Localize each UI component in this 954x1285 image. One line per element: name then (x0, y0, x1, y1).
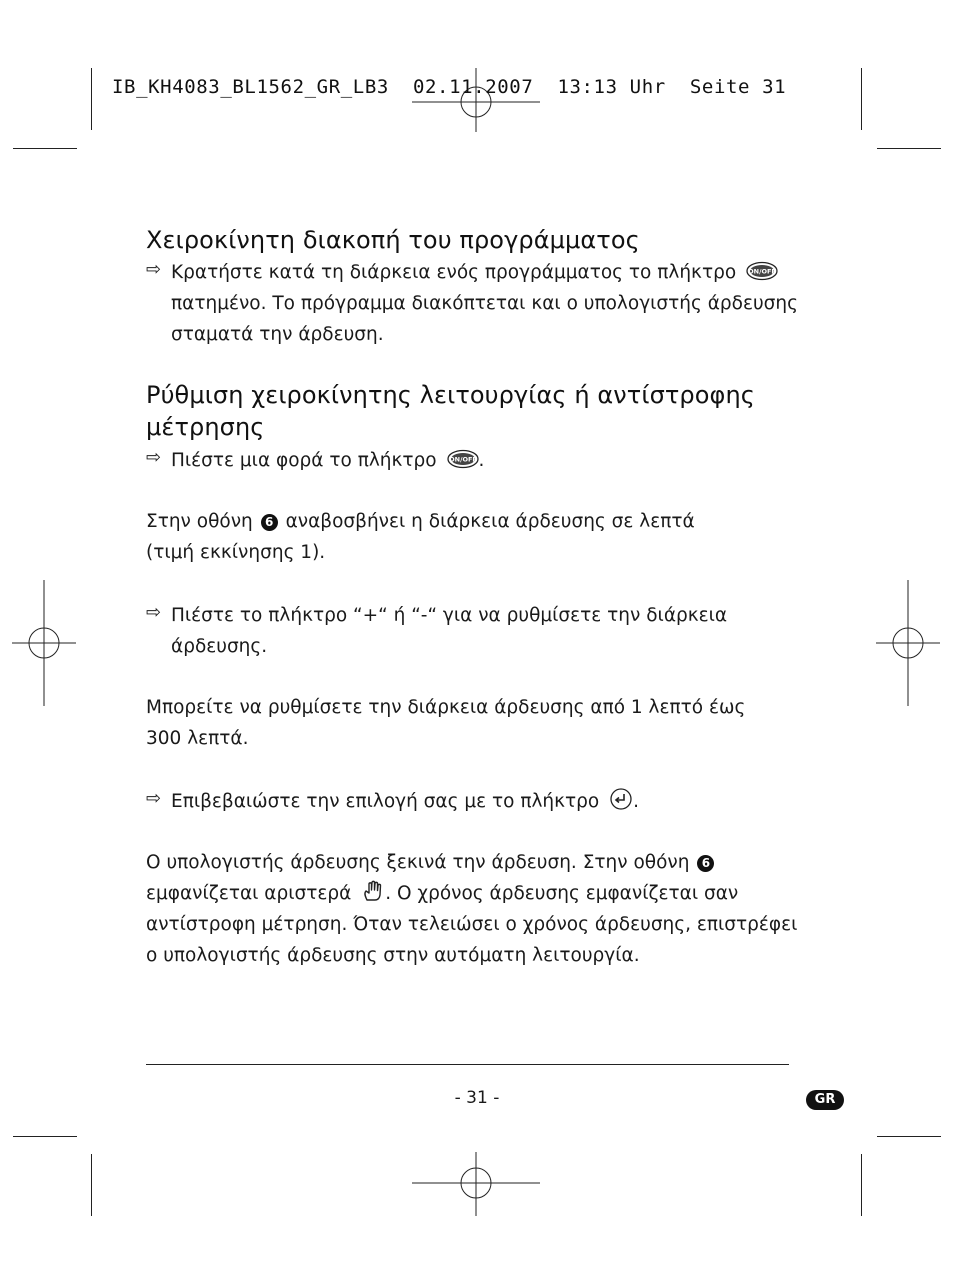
svg-text:ON/OFF: ON/OFF (448, 455, 477, 464)
para3-line4: ο υπολογιστής άρδευσης στην αυτόματη λειτουργία. (146, 945, 640, 966)
para2-line2: 300 λεπτά. (146, 728, 249, 749)
footer-divider (146, 1064, 789, 1065)
hand-icon (361, 880, 385, 902)
arrow-bullet-icon: ⇨ (146, 788, 162, 809)
display-number-badge: 6 (261, 514, 278, 531)
para1-line2: (τιμή εκκίνησης 1). (146, 542, 326, 563)
para3-line2: εμφανίζεται αριστερά . Ο χρόνος άρδευσης εμφανίζεται σαν (146, 878, 738, 909)
step3-text: Επιβεβαιώστε την επιλογή σας με το πλήκτρο . (171, 786, 639, 817)
language-badge: GR (806, 1090, 844, 1110)
onoff-button-icon (746, 261, 778, 281)
print-slug: IB_KH4083_BL1562_GR_LB3 02.11.2007 13:13 Uhr Seite 31 (112, 76, 787, 98)
page-number: - 31 - (454, 1088, 500, 1108)
registration-target-bottom (412, 1152, 540, 1216)
para3-line1: Ο υπολογιστής άρδευσης ξεκινά την άρδευση. Στην οθόνη 6 (146, 847, 716, 878)
crop-mark-top-left-v (91, 68, 92, 130)
registration-target-left (12, 580, 76, 706)
crop-mark-bottom-left-v (91, 1154, 92, 1216)
step2-line2: άρδευσης. (171, 636, 268, 657)
para3-line3: αντίστροφη μέτρηση. Όταν τελειώσει ο χρόνος άρδευσης, επιστρέφει (146, 914, 798, 935)
onoff-button-icon (447, 449, 479, 469)
step2-line1: Πιέστε το πλήκτρο “+“ ή “-“ για να ρυθμίσετε την διάρκεια (171, 605, 728, 626)
registration-target-right (876, 580, 940, 706)
section-title-manual-mode-line1: Ρύθμιση χειροκίνητης λειτουργίας ή αντίστροφης (146, 381, 755, 409)
para1-line1: Στην οθόνη 6 αναβοσβήνει η διάρκεια άρδευσης σε λεπτά (146, 511, 695, 532)
display-number-badge: 6 (697, 855, 714, 872)
section1-line3: σταματά την άρδευση. (171, 324, 384, 345)
crop-mark-bottom-right-h (877, 1136, 941, 1137)
section1-line1: Κρατήστε κατά τη διάρκεια ενός προγράμματος το πλήκτρο ON/OFF (171, 257, 778, 288)
crop-mark-top-right-h (877, 148, 941, 149)
arrow-bullet-icon: ⇨ (146, 259, 162, 280)
step1-text: Πιέστε μια φορά το πλήκτρο ON/OFF . (171, 450, 485, 471)
section1-line2: πατημένο. Το πρόγραμμα διακόπτεται και ο υπολογιστής άρδευσης (171, 293, 798, 314)
crop-mark-bottom-right-v (861, 1154, 862, 1216)
arrow-bullet-icon: ⇨ (146, 447, 162, 468)
crop-mark-top-right-v (861, 68, 862, 130)
crop-mark-bottom-left-h (13, 1136, 77, 1137)
section-title-manual-mode-line2: μέτρησης (146, 413, 265, 441)
section-title-manual-stop: Χειροκίνητη διακοπή του προγράμματος (146, 226, 640, 254)
crop-mark-top-left-h (13, 148, 77, 149)
para2-line1: Μπορείτε να ρυθμίσετε την διάρκεια άρδευσης από 1 λεπτό έως (146, 697, 746, 718)
enter-icon (609, 788, 633, 810)
arrow-bullet-icon: ⇨ (146, 602, 162, 623)
svg-text:ON/OFF: ON/OFF (748, 267, 776, 276)
